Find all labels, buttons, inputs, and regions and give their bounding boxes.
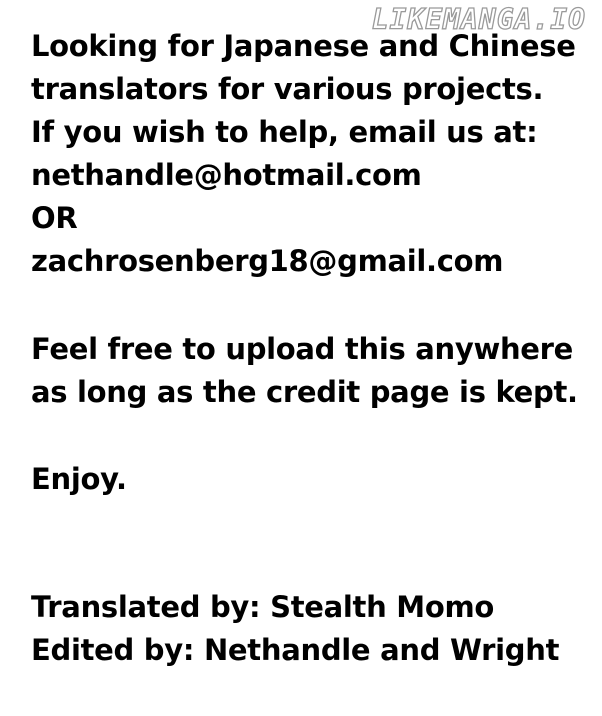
translator-credit: Translated by: Stealth Momo [31, 590, 494, 624]
editor-credit: Edited by: Nethandle and Wright [31, 633, 560, 667]
or-separator: OR [31, 201, 78, 235]
recruit-text-line-1: Looking for Japanese and Chinese [31, 29, 576, 63]
upload-notice-line-1: Feel free to upload this anywhere [31, 332, 574, 366]
contact-email-2: zachrosenberg18@gmail.com [31, 244, 504, 278]
contact-email-1: nethandle@hotmail.com [31, 158, 422, 192]
upload-notice-line-2: as long as the credit page is kept. [31, 375, 578, 409]
enjoy-text: Enjoy. [31, 462, 127, 496]
recruit-text-line-2: translators for various projects. [31, 72, 544, 106]
recruit-text-line-3: If you wish to help, email us at: [31, 115, 538, 149]
site-watermark: LIKEMANGA.IO [371, 3, 586, 36]
